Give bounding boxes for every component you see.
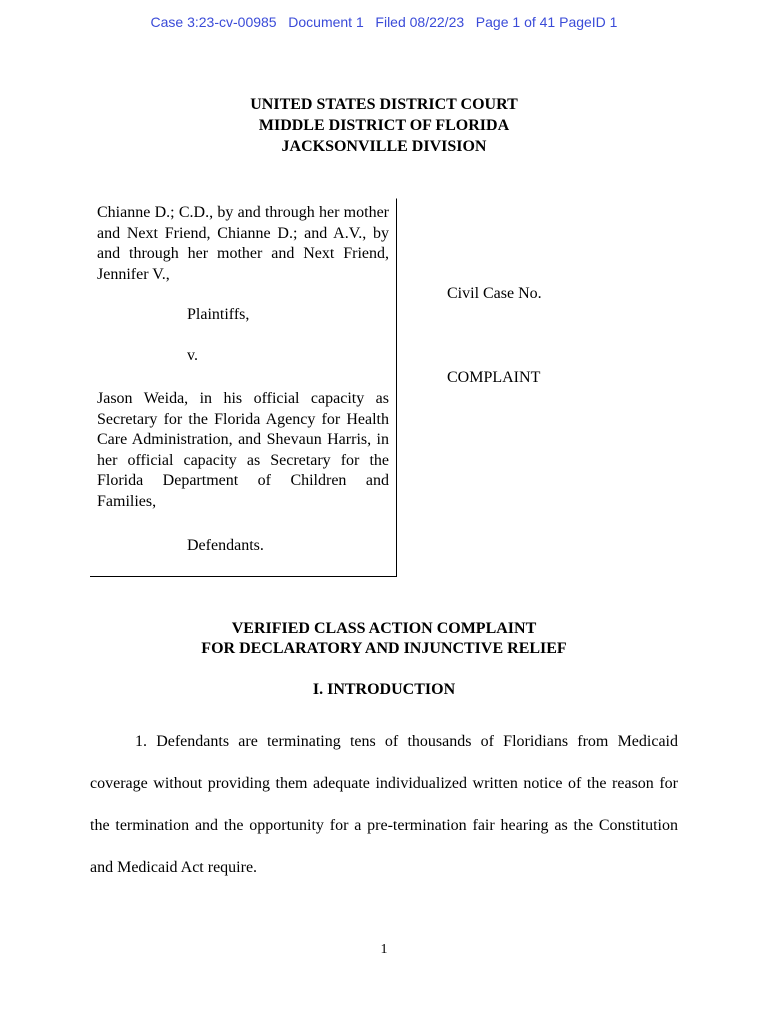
defendants-label: Defendants. — [187, 537, 264, 554]
defendants-names: Jason Weida, in his official capacity as Secretary for the Florida Agency for Health Care Administration, and Shevaun Harris, in her official capacity as Secretary for the Florida Department of Children and Families, — [97, 390, 389, 510]
case-caption-box — [90, 198, 397, 577]
court-district: MIDDLE DISTRICT OF FLORIDA — [258, 117, 510, 134]
page-number: 1 — [380, 942, 388, 957]
civil-case-number-label: Civil Case No. — [447, 285, 542, 302]
plaintiffs-names: Chianne D.; C.D., by and through her mother and Next Friend, Chianne D.; and A.V., by and through her mother and Next Friend, Jennifer V., — [97, 204, 389, 283]
complaint-title — [0, 619, 768, 659]
section-heading-introduction: I. INTRODUCTION — [312, 681, 456, 698]
document-type-label: COMPLAINT — [447, 369, 541, 386]
court-division: JACKSONVILLE DIVISION — [281, 138, 487, 155]
complaint-title-line-1: VERIFIED CLASS ACTION COMPLAINT — [231, 620, 537, 637]
body-paragraph: 1. Defendants are terminating tens of thousands of Floridians from Medicaid coverage without providing them adequate individualized written notice of the reason for the termination and the opportunity for a pre-termination fair hearing as the Constitution and Medicaid Act require. — [90, 733, 678, 876]
versus-label: v. — [187, 347, 198, 364]
plaintiffs-label: Plaintiffs, — [187, 306, 250, 323]
complaint-title-line-2: FOR DECLARATORY AND INJUNCTIVE RELIEF — [201, 640, 567, 657]
court-name: UNITED STATES DISTRICT COURT — [250, 96, 518, 113]
document-filing-stamp: Case 3:23-cv-00985 Document 1 Filed 08/22/23 Page 1 of 41 PageID 1 — [150, 14, 618, 30]
court-header — [0, 94, 768, 157]
